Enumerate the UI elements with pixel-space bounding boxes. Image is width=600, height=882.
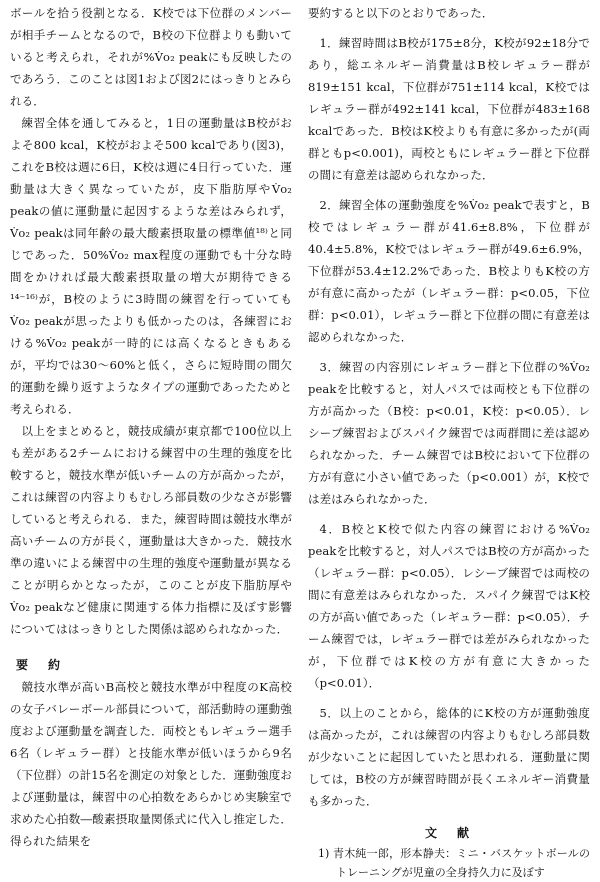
result-item: 1．練習時間はB校が175±8分，K校が92±18分であり，総エネルギー消費量はB校レギュラー群が819±151 kcal，下位群が751±114 kcal，K校ではレギュラー群が492±141 kcal，下位群が483±168 kcalであった．B校はK校よりも有意に多かったが(両群ともp<0.001)，両校ともにレギュラー群と下位群の間に有意差は認められなかった． — [308, 36, 590, 182]
paragraph-continued: ボールを拾う役割となる．K校では下位群のメンバーが相手チームとなるので，B校の下位群よりも動いていると考えられ，それが%V̇o₂ peakにも反映したのであろう．このことは図1および図2にはっきりとみられる． — [10, 6, 292, 108]
paragraph-conclusion: 以上をまとめると，競技成績が東京都で100位以上も差がある2チームにおける練習中の生理的強度を比較すると，競技水準が低いチームの方が高かったが，これは練習の内容よりもむしろ部員数の少なさが影響していると考えられる．また，練習時間は競技水準が高いチームの方が長く，運動量は大きかった．競技水準の違いによる練習中の生理的強度や運動量が異なることが明らかとなったが，このことが皮下脂肪厚やV̇o₂ peakなど健康に関連する体力指標に及ぼす影響についてははっきりとした関係は認められなかった． — [10, 424, 292, 636]
result-item: 5．以上のことから，総体的にK校の方が運動強度は高かったが，これは練習の内容よりもむしろ部員数が少ないことに起因していたと思われる．運動量に関しては，B校の方が練習時間が長くエネルギー消費量も多かった． — [308, 706, 590, 808]
reference-entry: 1) 青木純一郎，形本静夫：ミニ・バスケットボールのトレーニングが児童の全身持久力に及ぼす — [318, 847, 590, 879]
result-item: 4．B校とK校で似た内容の練習における%V̇o₂ peakを比較すると，対人パスではB校の方が高かった（レギュラー群：p<0.05）．レシーブ練習では両校の間に有意差はみられなかった．スパイク練習ではK校の方が高い値であった（レギュラー群：p<0.05）．チーム練習では，レギュラー群では差がみられなかったが，下位群ではK校の方が有意に大きかった（p<0.01）． — [308, 522, 590, 690]
summary-intro: 要約すると以下のとおりであった． — [308, 6, 494, 20]
paragraph-exercise-amount: 練習全体を通してみると，1日の運動量はB校がおよそ800 kcal，K校がおよそ500 kcalであり(図3)，これをB校は週に6日，K校は週に4日行っていた．運動量は大きく異なっていたが，皮下脂肪厚やV̇o₂ peakの値に運動量に起因するような差はみられず，V̇o₂ peakは同年齢の最大酸素摂取量の標準値¹⁸⁾と同じであった．50%V̇o₂ max程度の運動でも十分な時間をかければ最大酸素摂取量の増大が期待できる¹⁴⁻¹⁶⁾が，B校のように3時間の練習を行っていてもV̇o₂ peakが思ったよりも低かったのは，各練習における%V̇o₂ peakが一時的には高くなるときもあるが，平均では30～60%と低く，さらに短時間の間欠的運動を繰り返すようなタイプの運動であったためと考えられる． — [10, 116, 292, 416]
references-heading: 文 献 — [424, 826, 473, 840]
left-column — [10, 2, 292, 852]
result-item: 3．練習の内容別にレギュラー群と下位群の%V̇o₂ peakを比較すると，対人パスでは両校とも下位群の方が高かった（B校：p<0.01，K校：p<0.05）．レシーブ練習およびスパイク練習では両群間に差は認められなかった．チーム練習ではB校において下位群の方が有意に小さい値であった（p<0.001）が，K校では差はみられなかった． — [308, 360, 590, 506]
right-column — [308, 2, 590, 882]
summary-heading: 要 約 — [16, 658, 65, 672]
result-item: 2．練習全体の運動強度を%V̇o₂ peakで表すと，B校ではレギュラー群が41.6±8.8%，下位群が40.4±5.8%，K校ではレギュラー群が49.6±6.9%，下位群が53.4±12.2%であった．B校よりもK校の方が有意に高かったが（レギュラー群：p<0.05，下位群：p<0.01），レギュラー群と下位群の間に有意差は認められなかった． — [308, 198, 590, 344]
summary-paragraph: 競技水準が高いB高校と競技水準が中程度のK高校の女子バレーボール部員について，部活動時の運動強度および運動量を調査した．両校ともレギュラー選手6名（レギュラー群）と技能水準が低いほうから9名（下位群）の計15名を測定の対象とした．運動強度および運動量は，練習中の心拍数をあらかじめ実験室で求めた心拍数―酸素摂取量関係式に代入し推定した．得られた結果を — [10, 680, 292, 848]
